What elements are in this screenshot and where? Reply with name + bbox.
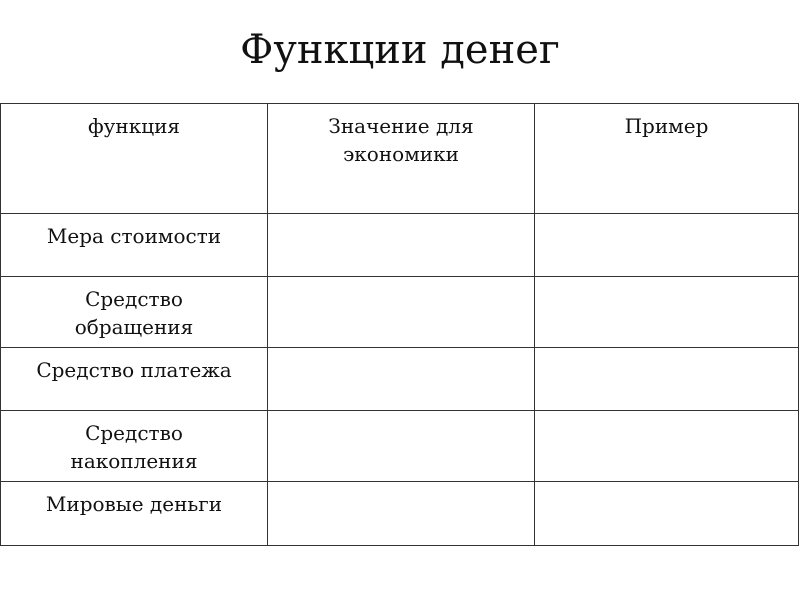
- meaning-cell: [268, 411, 535, 482]
- table-header-row: [1, 104, 799, 214]
- example-cell: [535, 482, 799, 546]
- row-label-cell: Мировые деньги: [1, 482, 268, 546]
- example-cell: [535, 214, 799, 277]
- example-cell: [535, 348, 799, 411]
- meaning-cell: [268, 482, 535, 546]
- header-cell-example: Пример: [535, 104, 799, 214]
- meaning-cell: [268, 214, 535, 277]
- meaning-cell: [268, 348, 535, 411]
- functions-table: [0, 103, 799, 546]
- table-row: [1, 277, 799, 348]
- header-cell-function: функция: [1, 104, 268, 214]
- example-cell: [535, 277, 799, 348]
- meaning-cell: [268, 277, 535, 348]
- example-cell: [535, 411, 799, 482]
- row-label-cell: Мера стоимости: [1, 214, 268, 277]
- table-row: [1, 411, 799, 482]
- slide-title: Функции денег: [240, 27, 560, 73]
- row-label-cell: Средство платежа: [1, 348, 268, 411]
- row-label-cell: Средство накопления: [1, 411, 268, 482]
- row-label-cell: Средство обращения: [1, 277, 268, 348]
- table-row: [1, 482, 799, 546]
- header-cell-meaning: Значение для экономики: [268, 104, 535, 214]
- table-row: [1, 348, 799, 411]
- table-row: [1, 214, 799, 277]
